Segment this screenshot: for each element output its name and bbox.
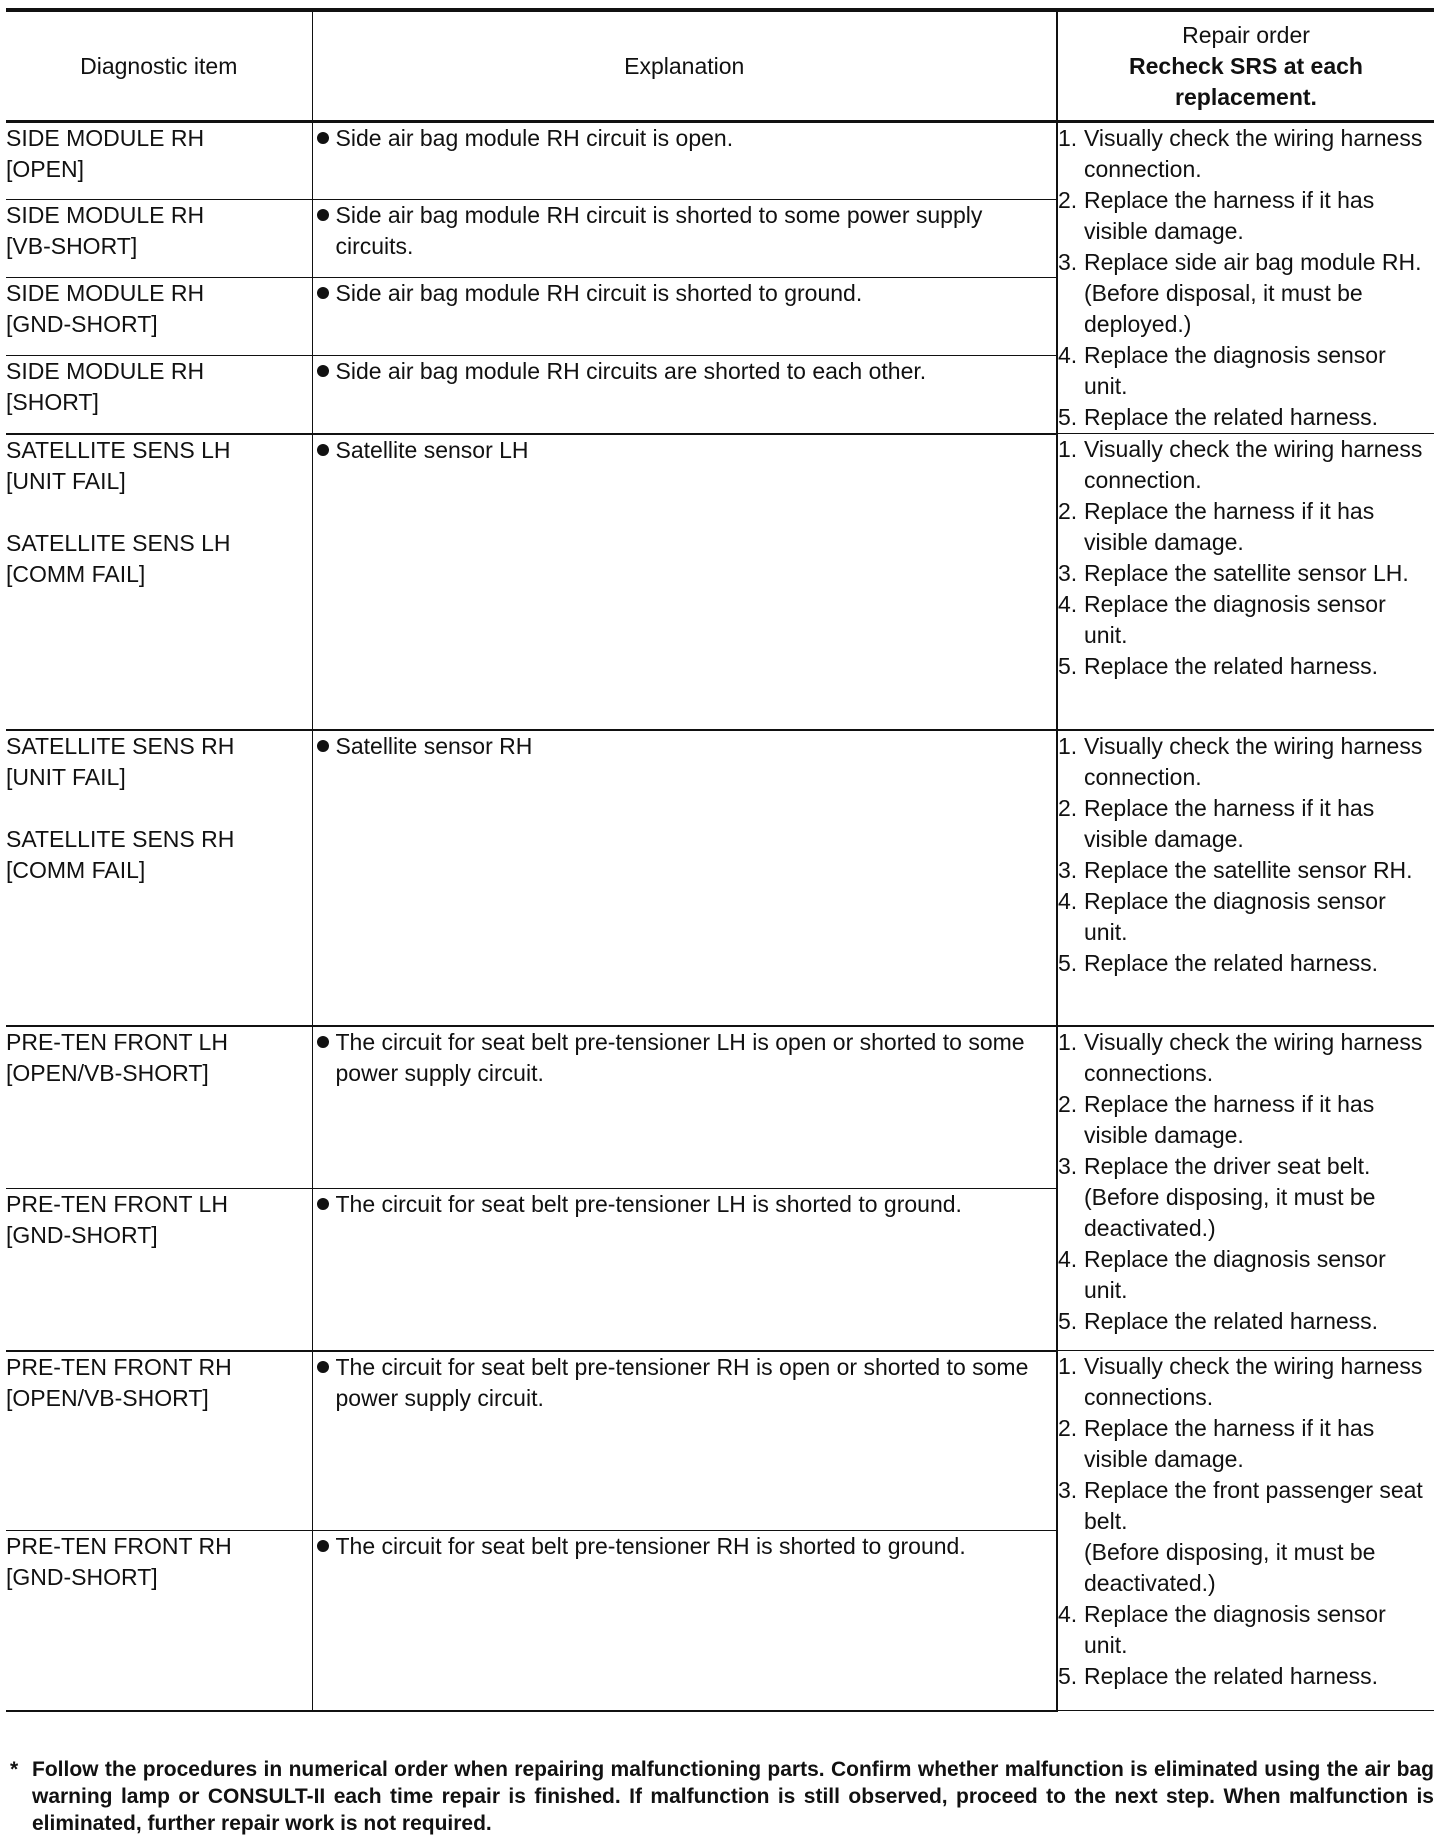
- step-text: Replace the satellite sensor LH.: [1084, 560, 1409, 586]
- explanation-cell: [312, 356, 1057, 434]
- repair-step: [1058, 1661, 1434, 1692]
- step-text: Replace the related harness.: [1084, 1307, 1379, 1334]
- explanation-text: Side air bag module RH circuits are shorted to each other.: [335, 358, 927, 384]
- step-number: 2.: [1058, 1090, 1078, 1117]
- repair-step: [1058, 651, 1434, 682]
- repair-steps: [1058, 731, 1434, 979]
- repair-order-cell: [1057, 1026, 1434, 1351]
- item-code: [SHORT]: [6, 389, 99, 415]
- item-code: [COMM FAIL]: [6, 560, 146, 587]
- step-number: 3.: [1058, 1152, 1078, 1179]
- step-number: 4.: [1058, 591, 1078, 617]
- step-text: Replace the diagnosis sensor unit.: [1084, 887, 1386, 945]
- explanation-text: The circuit for seat belt pre-tensioner LH is open or shorted to some power supply circuit.: [335, 1028, 1025, 1086]
- explanation-text: Side air bag module RH circuit is open.: [335, 125, 734, 151]
- bullet-icon: [317, 365, 329, 377]
- bullet-icon: [317, 132, 329, 144]
- explanation-text: Satellite sensor RH: [335, 732, 533, 759]
- table-header-row: [6, 10, 1434, 122]
- step-number: 5.: [1058, 1307, 1078, 1334]
- step-text: Replace the harness if it has visible damage.: [1084, 1090, 1375, 1148]
- explanation-cell: [312, 1531, 1057, 1711]
- explanation-cell: [312, 1351, 1057, 1531]
- explanation-text: The circuit for seat belt pre-tensioner RH is open or shorted to some power supply circuit.: [335, 1353, 1029, 1411]
- header-diagnostic-item: Diagnostic item: [6, 10, 312, 122]
- explanation-text: Side air bag module RH circuit is shorted to some power supply circuits.: [335, 202, 983, 259]
- explanation-cell: [312, 278, 1057, 356]
- bullet-icon: [317, 287, 329, 299]
- repair-order-cell: [1057, 730, 1434, 1026]
- repair-step: [1058, 340, 1434, 402]
- explanation-text: The circuit for seat belt pre-tensioner RH is shorted to ground.: [335, 1533, 966, 1559]
- explanation-cell: [312, 1189, 1057, 1351]
- explanation-text: The circuit for seat belt pre-tensioner LH is shorted to ground.: [335, 1191, 962, 1217]
- step-text: Replace the related harness.: [1084, 1663, 1379, 1689]
- step-number: 5.: [1058, 404, 1078, 430]
- repair-step: [1058, 558, 1434, 589]
- step-text: Replace the related harness.: [1084, 404, 1379, 430]
- step-text: Replace the related harness.: [1084, 949, 1379, 976]
- footnote: [6, 1756, 1434, 1837]
- repair-step: [1058, 185, 1434, 247]
- repair-step: [1058, 1089, 1434, 1151]
- header-recheck-note: Recheck SRS at each replacement.: [1129, 52, 1363, 110]
- item-name: SATELLITE SENS RH: [6, 732, 235, 759]
- footnote-marker: *: [10, 1758, 19, 1781]
- item-code: [OPEN]: [6, 156, 84, 182]
- step-text: Visually check the wiring harness connection.: [1084, 732, 1423, 790]
- table-row: [6, 434, 1434, 730]
- item-name: SIDE MODULE RH: [6, 280, 205, 306]
- table-row: [6, 1351, 1434, 1531]
- repair-step: [1058, 1351, 1434, 1413]
- item-code: [GND-SHORT]: [6, 1222, 158, 1248]
- step-number: 5.: [1058, 653, 1078, 679]
- repair-step: [1058, 1151, 1434, 1244]
- item-code: [VB-SHORT]: [6, 233, 138, 259]
- explanation-cell: [312, 434, 1057, 730]
- step-text: Visually check the wiring harness connection.: [1084, 125, 1423, 182]
- repair-step: [1058, 589, 1434, 651]
- step-number: 4.: [1058, 887, 1078, 914]
- item-code: [GND-SHORT]: [6, 311, 158, 337]
- item-code: [COMM FAIL]: [6, 856, 146, 883]
- repair-steps: [1058, 1027, 1434, 1337]
- header-repair-order: [1057, 10, 1434, 122]
- repair-step: [1058, 1244, 1434, 1306]
- diagnostic-table: [6, 8, 1434, 1712]
- footnote-text: Follow the procedures in numerical order when repairing malfunctioning parts. Confirm whether malfunction is eliminated using the air bag warning lamp or CONSULT-II each time repair is finished. If malfunction is still observed, proceed to the next step. When malfunction is eliminated, further repair work is not required.: [32, 1758, 1434, 1835]
- diagnostic-item: [6, 1189, 312, 1351]
- step-text: Replace the diagnosis sensor unit.: [1084, 591, 1386, 648]
- table-row: [6, 122, 1434, 200]
- step-number: 2.: [1058, 1415, 1078, 1441]
- repair-step: [1058, 855, 1434, 886]
- step-text: Replace the front passenger seat belt. (Before disposing, it must be deactivated.): [1084, 1477, 1423, 1596]
- header-repair-order-label: Repair order: [1182, 21, 1310, 48]
- diagnostic-item: [6, 122, 312, 200]
- step-text: Replace the harness if it has visible damage.: [1084, 187, 1375, 244]
- repair-step: [1058, 247, 1434, 340]
- step-text: Replace side air bag module RH. (Before disposal, it must be deployed.): [1084, 249, 1422, 337]
- diagnostic-item: [6, 200, 312, 278]
- repair-step: [1058, 793, 1434, 855]
- repair-order-cell: [1057, 1351, 1434, 1711]
- explanation-cell: [312, 1026, 1057, 1189]
- step-text: Visually check the wiring harness connections.: [1084, 1353, 1423, 1410]
- step-number: 1.: [1058, 436, 1078, 462]
- step-text: Replace the harness if it has visible damage.: [1084, 794, 1375, 852]
- repair-step: [1058, 886, 1434, 948]
- step-text: Replace the diagnosis sensor unit.: [1084, 1601, 1386, 1658]
- step-number: 1.: [1058, 1353, 1078, 1379]
- diagnostic-item: [6, 278, 312, 356]
- step-number: 2.: [1058, 794, 1078, 821]
- item-code: [UNIT FAIL]: [6, 467, 126, 494]
- repair-step: [1058, 1475, 1434, 1599]
- step-number: 3.: [1058, 249, 1078, 275]
- bullet-icon: [317, 1361, 329, 1373]
- step-number: 1.: [1058, 1028, 1078, 1055]
- step-number: 2.: [1058, 187, 1078, 213]
- repair-step: [1058, 731, 1434, 793]
- item-name: PRE-TEN FRONT RH: [6, 1533, 232, 1559]
- step-number: 4.: [1058, 1245, 1078, 1272]
- table-row: [6, 730, 1434, 1026]
- repair-step: [1058, 123, 1434, 185]
- step-text: Replace the diagnosis sensor unit.: [1084, 1245, 1386, 1303]
- bullet-icon: [317, 444, 329, 456]
- bullet-icon: [317, 209, 329, 221]
- item-name: SIDE MODULE RH: [6, 202, 205, 228]
- diagnostic-item: [6, 1026, 312, 1189]
- step-text: Replace the diagnosis sensor unit.: [1084, 342, 1386, 399]
- step-text: Replace the driver seat belt. (Before disposing, it must be deactivated.): [1084, 1152, 1376, 1241]
- repair-step: [1058, 1599, 1434, 1661]
- repair-step: [1058, 1306, 1434, 1337]
- step-number: 2.: [1058, 498, 1078, 524]
- step-number: 3.: [1058, 1477, 1078, 1503]
- item-name: PRE-TEN FRONT LH: [6, 1028, 228, 1055]
- diagnostic-item: [6, 356, 312, 434]
- step-text: Replace the related harness.: [1084, 653, 1379, 679]
- item-name: SIDE MODULE RH: [6, 358, 205, 384]
- repair-steps: [1058, 123, 1434, 433]
- step-number: 5.: [1058, 949, 1078, 976]
- diagnostic-item: [6, 1351, 312, 1531]
- repair-order-cell: [1057, 434, 1434, 730]
- explanation-cell: [312, 122, 1057, 200]
- step-text: Replace the harness if it has visible damage.: [1084, 498, 1375, 555]
- repair-step: [1058, 948, 1434, 979]
- item-name: SATELLITE SENS LH: [6, 529, 231, 556]
- repair-step: [1058, 496, 1434, 558]
- bullet-icon: [317, 1540, 329, 1552]
- diagnostic-item: [6, 434, 312, 730]
- step-number: 3.: [1058, 560, 1078, 586]
- explanation-cell: [312, 730, 1057, 1026]
- repair-order-cell: [1057, 122, 1434, 434]
- item-name: PRE-TEN FRONT LH: [6, 1191, 228, 1217]
- item-name: PRE-TEN FRONT RH: [6, 1353, 232, 1380]
- item-name: SATELLITE SENS RH: [6, 825, 235, 852]
- diagnostic-item: [6, 1531, 312, 1711]
- step-text: Visually check the wiring harness connections.: [1084, 1028, 1423, 1086]
- item-code: [OPEN/VB-SHORT]: [6, 1384, 209, 1411]
- repair-step: [1058, 434, 1434, 496]
- item-name: SATELLITE SENS LH: [6, 436, 231, 463]
- step-number: 3.: [1058, 856, 1078, 883]
- repair-steps: [1058, 1351, 1434, 1692]
- table-row: [6, 1026, 1434, 1189]
- explanation-cell: [312, 200, 1057, 278]
- item-code: [UNIT FAIL]: [6, 763, 126, 790]
- step-number: 4.: [1058, 342, 1078, 368]
- step-text: Replace the harness if it has visible damage.: [1084, 1415, 1375, 1472]
- step-text: Visually check the wiring harness connection.: [1084, 436, 1423, 493]
- diagnostic-item: [6, 730, 312, 1026]
- explanation-text: Satellite sensor LH: [335, 436, 529, 463]
- bullet-icon: [317, 740, 329, 752]
- repair-step: [1058, 402, 1434, 433]
- item-code: [GND-SHORT]: [6, 1564, 158, 1590]
- step-number: 1.: [1058, 125, 1078, 151]
- explanation-text: Side air bag module RH circuit is shorted to ground.: [335, 280, 863, 306]
- repair-step: [1058, 1413, 1434, 1475]
- repair-steps: [1058, 434, 1434, 682]
- bullet-icon: [317, 1036, 329, 1048]
- item-code: [OPEN/VB-SHORT]: [6, 1059, 209, 1086]
- item-name: SIDE MODULE RH: [6, 125, 205, 151]
- repair-step: [1058, 1027, 1434, 1089]
- step-number: 1.: [1058, 732, 1078, 759]
- header-explanation: Explanation: [312, 10, 1057, 122]
- step-number: 5.: [1058, 1663, 1078, 1689]
- step-number: 4.: [1058, 1601, 1078, 1627]
- step-text: Replace the satellite sensor RH.: [1084, 856, 1413, 883]
- bullet-icon: [317, 1198, 329, 1210]
